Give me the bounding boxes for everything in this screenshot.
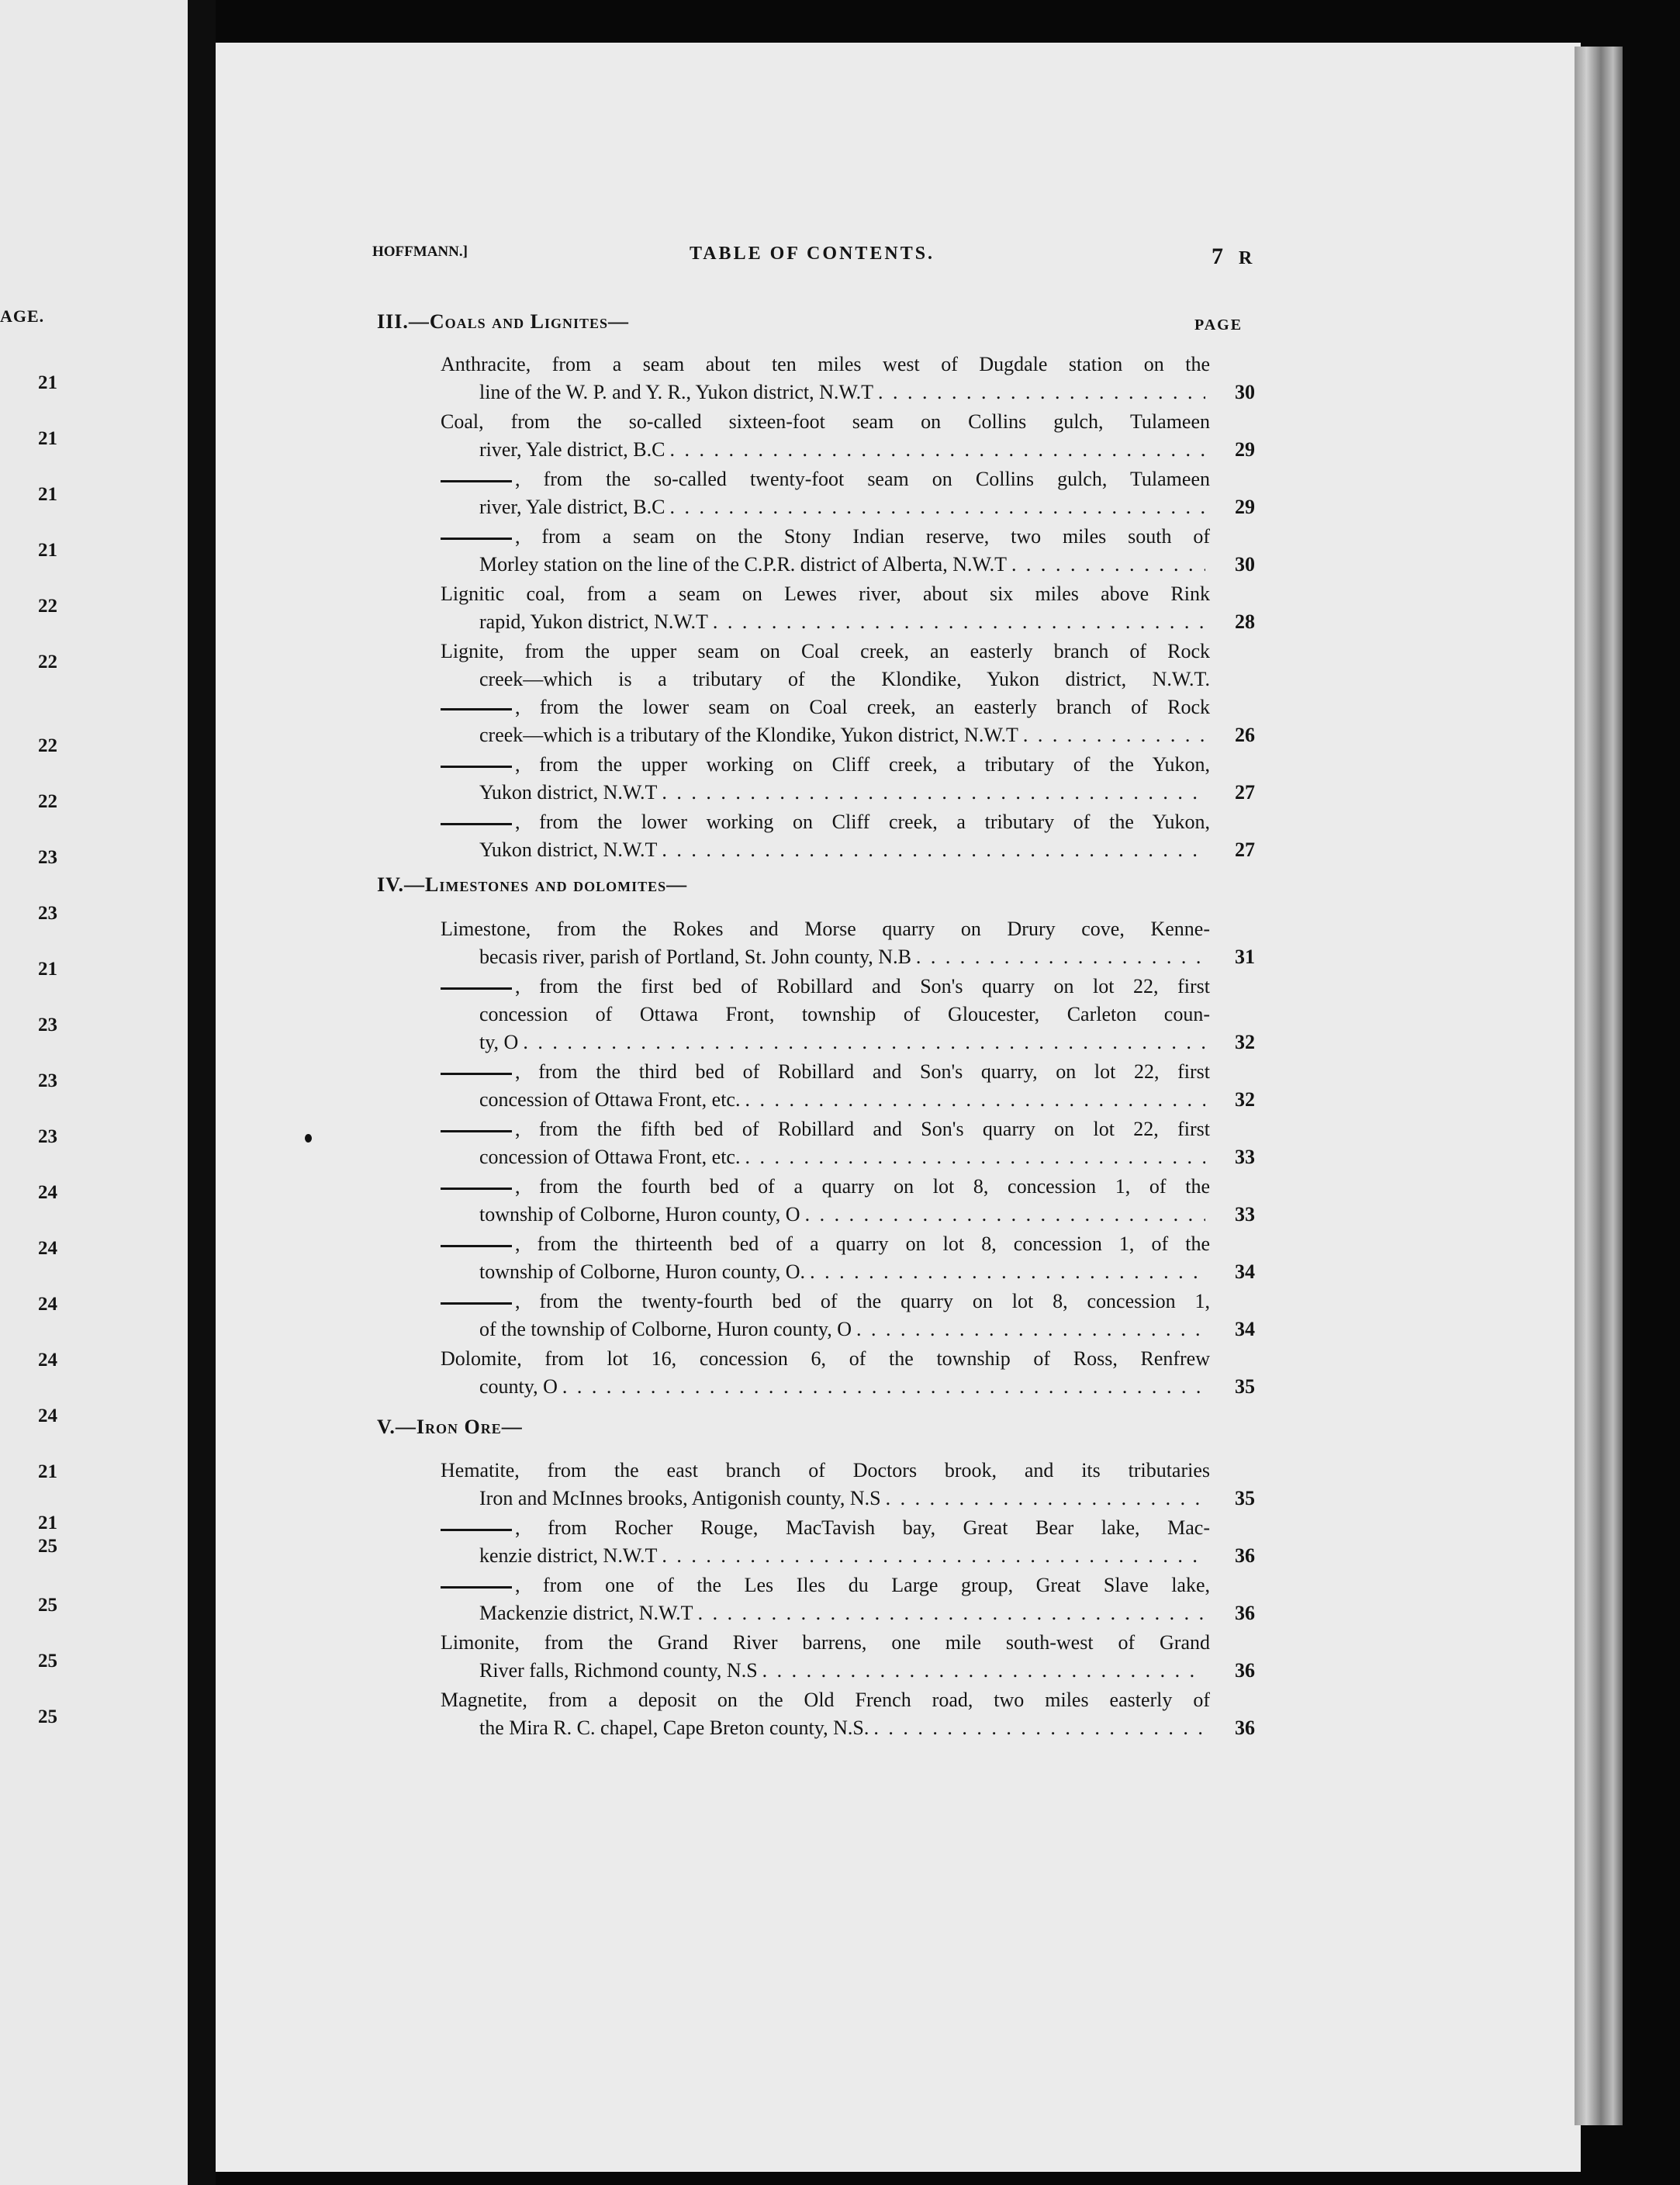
toc-entry-line: [441, 1373, 1210, 1401]
toc-entry-line: [441, 1571, 1210, 1599]
ditto-rule: [441, 1073, 512, 1075]
ditto-rule: [441, 766, 512, 768]
toc-entry: [441, 1173, 1255, 1229]
toc-entry-line: [441, 1230, 1210, 1258]
toc-entry-line: [441, 1143, 1210, 1171]
toc-entry-line: [441, 1599, 1210, 1627]
toc-entry: [441, 580, 1255, 636]
ditto-rule: [441, 708, 512, 710]
toc-entry-line: [441, 351, 1210, 379]
toc-entry: [441, 351, 1255, 406]
toc-entry-line: [441, 379, 1210, 406]
left-page-number: 24: [38, 1405, 57, 1426]
toc-entry-line: [441, 638, 1210, 666]
left-page-number: 24: [38, 1238, 57, 1259]
left-page-number: 23: [38, 1070, 57, 1091]
ditto-rule: [441, 823, 512, 825]
toc-page-number: 34: [1235, 1260, 1255, 1283]
toc-entry: [441, 1629, 1255, 1685]
ink-speck: [305, 1134, 312, 1143]
toc-entry: [441, 1686, 1255, 1742]
leader-dots: [662, 836, 1205, 864]
leader-dots: [662, 1542, 1205, 1570]
toc-entry-text: township of Colborne, Huron county, O.: [479, 1260, 806, 1283]
left-page-number: 22: [38, 596, 57, 617]
toc-entry: [441, 1058, 1255, 1114]
toc-page-number: 35: [1235, 1487, 1255, 1509]
toc-entry-text: of the township of Colborne, Huron county, O: [479, 1318, 852, 1340]
toc-entry-text: Morley station on the line of the C.P.R. district of Alberta, N.W.T: [479, 553, 1008, 576]
leader-dots: [562, 1373, 1205, 1401]
toc-entry-line: [441, 751, 1210, 779]
leader-dots: [762, 1657, 1205, 1685]
leader-dots: [856, 1315, 1205, 1343]
left-page-header: AGE.: [0, 306, 45, 326]
toc-entry-line: [441, 436, 1210, 464]
toc-entry-text: , from the upper working on Cliff creek, a tributary of the Yukon,: [441, 753, 1210, 776]
toc-entry: [441, 1230, 1255, 1286]
toc-page-number: 27: [1235, 781, 1255, 804]
toc-entry-line: [441, 1258, 1210, 1286]
section-heading-text: V.—Iron Ore—: [377, 1416, 523, 1438]
toc-entry-text: , from the lower seam on Coal creek, an easterly branch of Rock: [441, 696, 1210, 718]
toc-entry: [441, 751, 1255, 807]
leader-dots: [698, 1599, 1205, 1627]
toc-entry-text: , from the twenty-fourth bed of the quarry on lot 8, concession 1,: [441, 1290, 1210, 1312]
toc-page-number: 33: [1235, 1203, 1255, 1226]
toc-entry: [441, 1514, 1255, 1570]
toc-entry-text: rapid, Yukon district, N.W.T: [479, 610, 708, 633]
toc-entry-text: , from one of the Les Iles du Large group, Great Slave lake,: [441, 1574, 1210, 1596]
section-heading-text: III.—Coals and Lignites—: [377, 310, 630, 333]
left-page-number: 21: [38, 540, 57, 561]
toc-entry-text: , from the first bed of Robillard and Son's quarry on lot 22, first: [441, 975, 1210, 997]
toc-entry-line: [441, 779, 1210, 807]
toc-entry-text: Lignite, from the upper seam on Coal creek, an easterly branch of Rock: [441, 640, 1210, 662]
left-page-number: 24: [38, 1350, 57, 1371]
toc-entry-text: concession of Ottawa Front, township of Gloucester, Carleton coun-: [479, 1003, 1210, 1025]
leader-dots: [916, 943, 1205, 971]
left-page-number: 25: [38, 1706, 57, 1727]
toc-entry-line: [441, 1288, 1210, 1315]
leader-dots: [1023, 721, 1205, 749]
running-head-page-number: [1212, 244, 1252, 270]
toc-entry-line: [441, 915, 1210, 943]
ditto-rule: [441, 1529, 512, 1531]
toc-entry-text: Anthracite, from a seam about ten miles west of Dugdale station on the: [441, 353, 1210, 375]
left-page-number: 25: [38, 1595, 57, 1616]
toc-entry: [441, 1288, 1255, 1343]
toc-entry-text: , from the fourth bed of a quarry on lot 8, concession 1, of the: [441, 1175, 1210, 1198]
leader-dots: [810, 1258, 1205, 1286]
left-page-number: 21: [38, 372, 57, 393]
toc-entry: [441, 973, 1255, 1056]
toc-page-number: 27: [1235, 838, 1255, 861]
leader-dots: [878, 379, 1205, 406]
toc-entry-text: river, Yale district, B.C: [479, 438, 665, 461]
toc-entry-line: [441, 608, 1210, 636]
toc-entry-text: Limestone, from the Rokes and Morse quarry on Drury cove, Kenne-: [441, 918, 1210, 940]
leader-dots: [1011, 551, 1205, 579]
toc-entry-line: [441, 1514, 1210, 1542]
toc-entry-line: [441, 465, 1210, 493]
left-page-number: 21: [38, 1513, 57, 1533]
toc-entry-text: Dolomite, from lot 16, concession 6, of the township of Ross, Renfrew: [441, 1347, 1210, 1370]
toc-entry-line: [441, 1115, 1210, 1143]
left-page-number: 23: [38, 1015, 57, 1035]
toc-entry-line: [441, 1345, 1210, 1373]
toc-entry-line: [441, 1173, 1210, 1201]
toc-entry-text: , from the fifth bed of Robillard and Son's quarry on lot 22, first: [441, 1118, 1210, 1140]
toc-entry-text: Yukon district, N.W.T: [479, 838, 658, 861]
left-page-number: 21: [38, 959, 57, 980]
toc-entry-line: [441, 551, 1210, 579]
toc-entry-line: [441, 580, 1210, 608]
toc-entry-text: , from Rocher Rouge, MacTavish bay, Great Bear lake, Mac-: [441, 1516, 1210, 1539]
toc-entry-text: Yukon district, N.W.T: [479, 781, 658, 804]
toc-entry-line: [441, 1629, 1210, 1657]
toc-page-number: 29: [1235, 438, 1255, 461]
toc-entry-line: [441, 493, 1210, 521]
ditto-rule: [441, 538, 512, 540]
running-head-title: TABLE OF CONTENTS.: [690, 244, 935, 264]
toc-page-number: 31: [1235, 946, 1255, 968]
left-page-number: 23: [38, 903, 57, 924]
toc-entry-text: Hematite, from the east branch of Doctors brook, and its tributaries: [441, 1459, 1210, 1481]
toc-entry-line: [441, 1714, 1210, 1742]
leader-dots: [662, 779, 1205, 807]
toc-entry-line: [441, 1542, 1210, 1570]
toc-entry-line: [441, 1457, 1210, 1485]
toc-page-number: 36: [1235, 1544, 1255, 1567]
left-page-number: 21: [38, 428, 57, 449]
toc-entry-text: concession of Ottawa Front, etc.: [479, 1088, 741, 1111]
section-heading: [377, 873, 687, 897]
toc-entry-line: [441, 973, 1210, 1001]
toc-entry-line: [441, 1001, 1210, 1029]
toc-entry-line: [441, 836, 1210, 864]
toc-entry-text: , from the thirteenth bed of a quarry on lot 8, concession 1, of the: [441, 1233, 1210, 1255]
toc-entry-text: township of Colborne, Huron county, O: [479, 1203, 800, 1226]
ditto-rule: [441, 480, 512, 482]
toc-entry-text: , from the so-called twenty-foot seam on Collins gulch, Tulameen: [441, 468, 1210, 490]
toc-entry: [441, 915, 1255, 971]
left-page-number: 24: [38, 1294, 57, 1315]
leader-dots: [669, 436, 1205, 464]
toc-entry-line: [441, 1029, 1210, 1056]
toc-entry-text: ty, O: [479, 1031, 519, 1053]
page-number: 7: [1212, 244, 1223, 269]
toc-page-number: 30: [1235, 553, 1255, 576]
toc-page-number: 32: [1235, 1088, 1255, 1111]
toc-entry-line: [441, 808, 1210, 836]
toc-entry-line: [441, 1686, 1210, 1714]
page-stack-edge: [1575, 47, 1623, 2125]
section-heading: [377, 310, 629, 334]
toc-entry: [441, 638, 1255, 749]
toc-entry-text: Mackenzie district, N.W.T: [479, 1602, 693, 1624]
toc-entry-line: [441, 1058, 1210, 1086]
toc-page-number: 26: [1235, 724, 1255, 746]
leader-dots: [805, 1201, 1205, 1229]
toc-page-number: 36: [1235, 1659, 1255, 1682]
toc-page-number: 35: [1235, 1375, 1255, 1398]
toc-entry-text: creek—which is a tributary of the Klondike, Yukon district, N.W.T.: [479, 668, 1210, 690]
page-column-heading: PAGE: [1194, 316, 1243, 334]
toc-entry-text: Magnetite, from a deposit on the Old French road, two miles easterly of: [441, 1689, 1210, 1711]
ditto-rule: [441, 1130, 512, 1132]
section-heading-text: IV.—Limestones and dolomites—: [377, 873, 688, 896]
left-page-number: 23: [38, 847, 57, 868]
toc-entry: [441, 1345, 1255, 1401]
toc-entry-text: becasis river, parish of Portland, St. John county, N.B: [479, 946, 911, 968]
toc-entry-line: [441, 523, 1210, 551]
left-page-number: 22: [38, 791, 57, 812]
toc-entry-line: [441, 1315, 1210, 1343]
toc-entry-line: [441, 408, 1210, 436]
running-head-author: HOFFMANN.]: [372, 244, 468, 260]
toc-page-number: 33: [1235, 1146, 1255, 1168]
toc-entry: [441, 523, 1255, 579]
toc-entry-line: [441, 721, 1210, 749]
toc-entry-text: creek—which is a tributary of the Klondike, Yukon district, N.W.T: [479, 724, 1018, 746]
left-page-number: 25: [38, 1651, 57, 1672]
toc-page-number: 34: [1235, 1318, 1255, 1340]
toc-entry-text: Limonite, from the Grand River barrens, one mile south-west of Grand: [441, 1631, 1210, 1654]
toc-entry-text: river, Yale district, B.C: [479, 496, 665, 518]
toc-entry: [441, 1115, 1255, 1171]
toc-entry-text: Lignitic coal, from a seam on Lewes river, about six miles above Rink: [441, 583, 1210, 605]
left-page-number: 22: [38, 735, 57, 756]
toc-entry: [441, 465, 1255, 521]
toc-entry-text: Iron and McInnes brooks, Antigonish county, N.S: [479, 1487, 881, 1509]
toc-entry-line: [441, 1086, 1210, 1114]
toc-entry-text: the Mira R. C. chapel, Cape Breton county, N.S.: [479, 1717, 869, 1739]
toc-page-number: 36: [1235, 1717, 1255, 1739]
leader-dots: [886, 1485, 1205, 1513]
toc-page-number: 32: [1235, 1031, 1255, 1053]
toc-entry-text: line of the W. P. and Y. R., Yukon district, N.W.T: [479, 381, 873, 403]
left-page-number: 21: [38, 484, 57, 505]
toc-entry-text: concession of Ottawa Front, etc.: [479, 1146, 741, 1168]
left-page-number: 21: [38, 1461, 57, 1482]
toc-entry: [441, 808, 1255, 864]
leader-dots: [745, 1143, 1205, 1171]
toc-entry-text: Coal, from the so-called sixteen-foot seam on Collins gulch, Tulameen: [441, 410, 1210, 433]
toc-entry-text: kenzie district, N.W.T: [479, 1544, 658, 1567]
leader-dots: [669, 493, 1205, 521]
toc-page-number: 29: [1235, 496, 1255, 518]
leader-dots: [713, 608, 1205, 636]
ditto-rule: [441, 1188, 512, 1190]
toc-entry: [441, 1457, 1255, 1513]
toc-entry-text: , from the third bed of Robillard and Son's quarry, on lot 22, first: [441, 1060, 1210, 1083]
ditto-rule: [441, 1302, 512, 1305]
toc-page-number: 28: [1235, 610, 1255, 633]
toc-entry-line: [441, 1201, 1210, 1229]
toc-entry-text: River falls, Richmond county, N.S: [479, 1659, 758, 1682]
toc-entry-text: , from a seam on the Stony Indian reserve, two miles south of: [441, 525, 1210, 548]
left-page-number: 22: [38, 652, 57, 672]
toc-entry-text: county, O: [479, 1375, 558, 1398]
ditto-rule: [441, 1245, 512, 1247]
leader-dots: [745, 1086, 1205, 1114]
toc-entry-line: [441, 1657, 1210, 1685]
left-page-number: 24: [38, 1182, 57, 1203]
toc-entry-text: , from the lower working on Cliff creek, a tributary of the Yukon,: [441, 811, 1210, 833]
section-heading: [377, 1416, 523, 1439]
left-page-number: 25: [38, 1536, 57, 1557]
ditto-rule: [441, 1586, 512, 1589]
toc-entry: [441, 1571, 1255, 1627]
leader-dots: [873, 1714, 1205, 1742]
toc-page-number: 30: [1235, 381, 1255, 403]
left-facing-page: [0, 0, 188, 2185]
toc-entry-line: [441, 943, 1210, 971]
leader-dots: [523, 1029, 1205, 1056]
page-suffix: R: [1239, 248, 1253, 268]
ditto-rule: [441, 987, 512, 990]
toc-entry-line: [441, 666, 1210, 693]
toc-entry: [441, 408, 1255, 464]
left-page-number: 23: [38, 1126, 57, 1147]
toc-page-number: 36: [1235, 1602, 1255, 1624]
book-gutter: [188, 0, 216, 2185]
toc-entry-line: [441, 1485, 1210, 1513]
toc-entry-line: [441, 693, 1210, 721]
